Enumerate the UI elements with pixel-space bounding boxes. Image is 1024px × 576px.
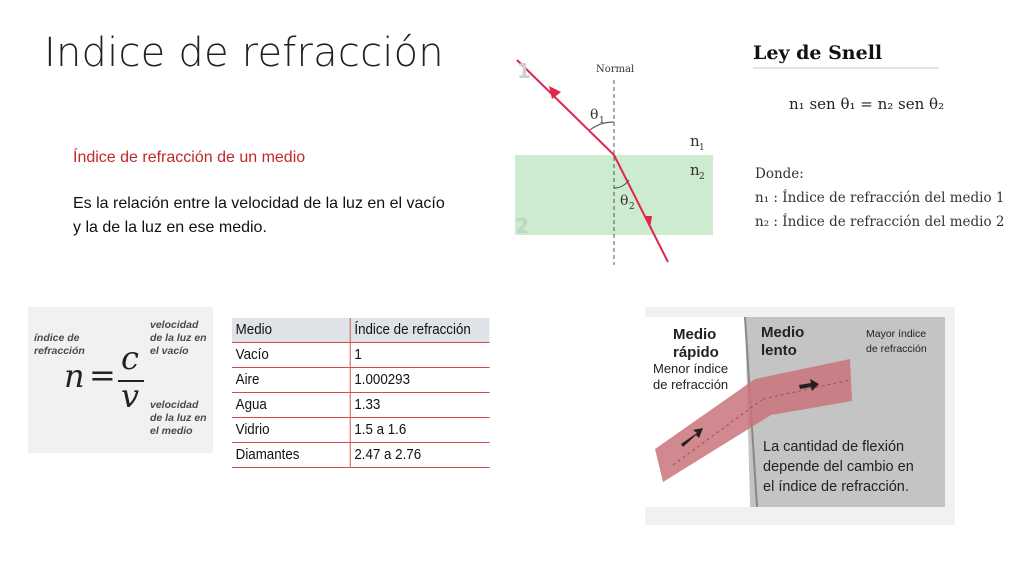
svg-text:depende del cambio en: depende del cambio en: [763, 459, 914, 475]
svg-text:de refracción: de refracción: [653, 377, 729, 392]
medium-1-label: 1: [517, 59, 531, 83]
medium-2-label: 2: [515, 214, 529, 238]
cell-medium: Diamantes: [232, 443, 350, 468]
svg-text:2: 2: [699, 172, 705, 182]
refraction-formula-card: [28, 307, 213, 453]
formula-c: c: [121, 339, 139, 377]
snell-law-definitions: [755, 162, 1004, 234]
svg-text:lento: lento: [761, 342, 797, 359]
snell-law-title: Ley de Snell: [753, 42, 883, 64]
cell-medium: Vidrio: [232, 418, 350, 443]
fast-medium-note: Menor índice: [653, 361, 729, 376]
slide-subtitle: Índice de refracción de un medio: [73, 149, 306, 166]
formula-v: v: [121, 377, 140, 415]
header-medio: Medio: [232, 318, 350, 343]
snell-title-underline: [753, 67, 939, 69]
table-row: [232, 393, 490, 418]
cell-index: 1.5 a 1.6: [350, 418, 489, 443]
formula-n: n: [64, 357, 85, 395]
table-row: [232, 368, 490, 393]
cell-medium: Aire: [232, 368, 350, 393]
slow-medium-title: Medio: [761, 324, 805, 341]
formula-medium-speed-label: velocidad de la luz en el medio: [150, 399, 207, 437]
cell-medium: Agua: [232, 393, 350, 418]
fast-medium-title: Medio: [673, 326, 717, 343]
n1-definition: n₁ : Índice de refracción del medio 1: [755, 190, 1005, 206]
refraction-bending-figure: [645, 307, 955, 525]
cell-index: 1.000293: [350, 368, 489, 393]
table-header-row: [232, 318, 490, 343]
formula-index-label: índice de refracción: [34, 332, 85, 357]
slow-medium-note: Mayor índice: [866, 328, 927, 340]
n2-label: n: [690, 161, 700, 179]
snell-law-equation: n₁ sen θ₁ = n₂ sen θ₂: [789, 95, 945, 113]
table-row: [232, 443, 490, 468]
cell-index: 2.47 a 2.76: [350, 443, 489, 468]
svg-text:de refracción: de refracción: [866, 343, 927, 355]
svg-text:rápido: rápido: [673, 344, 719, 361]
bending-caption: La cantidad de flexión: [763, 439, 905, 455]
refractive-index-table: [232, 318, 490, 468]
header-indice: Índice de refracción: [350, 318, 489, 343]
theta2-label: θ: [620, 193, 629, 209]
table-row: [232, 343, 490, 368]
formula-equals: =: [89, 356, 116, 394]
svg-text:1: 1: [699, 143, 705, 153]
cell-index: 1: [350, 343, 489, 368]
theta1-label: θ: [590, 107, 599, 123]
svg-text:el índice de refracción.: el índice de refracción.: [763, 479, 909, 495]
cell-index: 1.33: [350, 393, 489, 418]
svg-text:1: 1: [599, 116, 605, 126]
slide-title: Indice de refracción: [44, 30, 444, 76]
formula-vacuum-speed-label: velocidad de la luz en el vacío: [150, 319, 207, 357]
svg-text:2: 2: [629, 202, 635, 212]
n1-label: n: [690, 132, 700, 150]
where-label: Donde:: [755, 166, 804, 182]
slide-description: Es la relación entre la velocidad de la luz en el vacío y la de la luz en ese medio.: [73, 195, 445, 236]
cell-medium: Vacío: [232, 343, 350, 368]
table-row: [232, 418, 490, 443]
snell-refraction-diagram: [505, 40, 720, 270]
n2-definition: n₂ : Índice de refracción del medio 2: [755, 214, 1005, 230]
normal-label: Normal: [596, 64, 635, 75]
